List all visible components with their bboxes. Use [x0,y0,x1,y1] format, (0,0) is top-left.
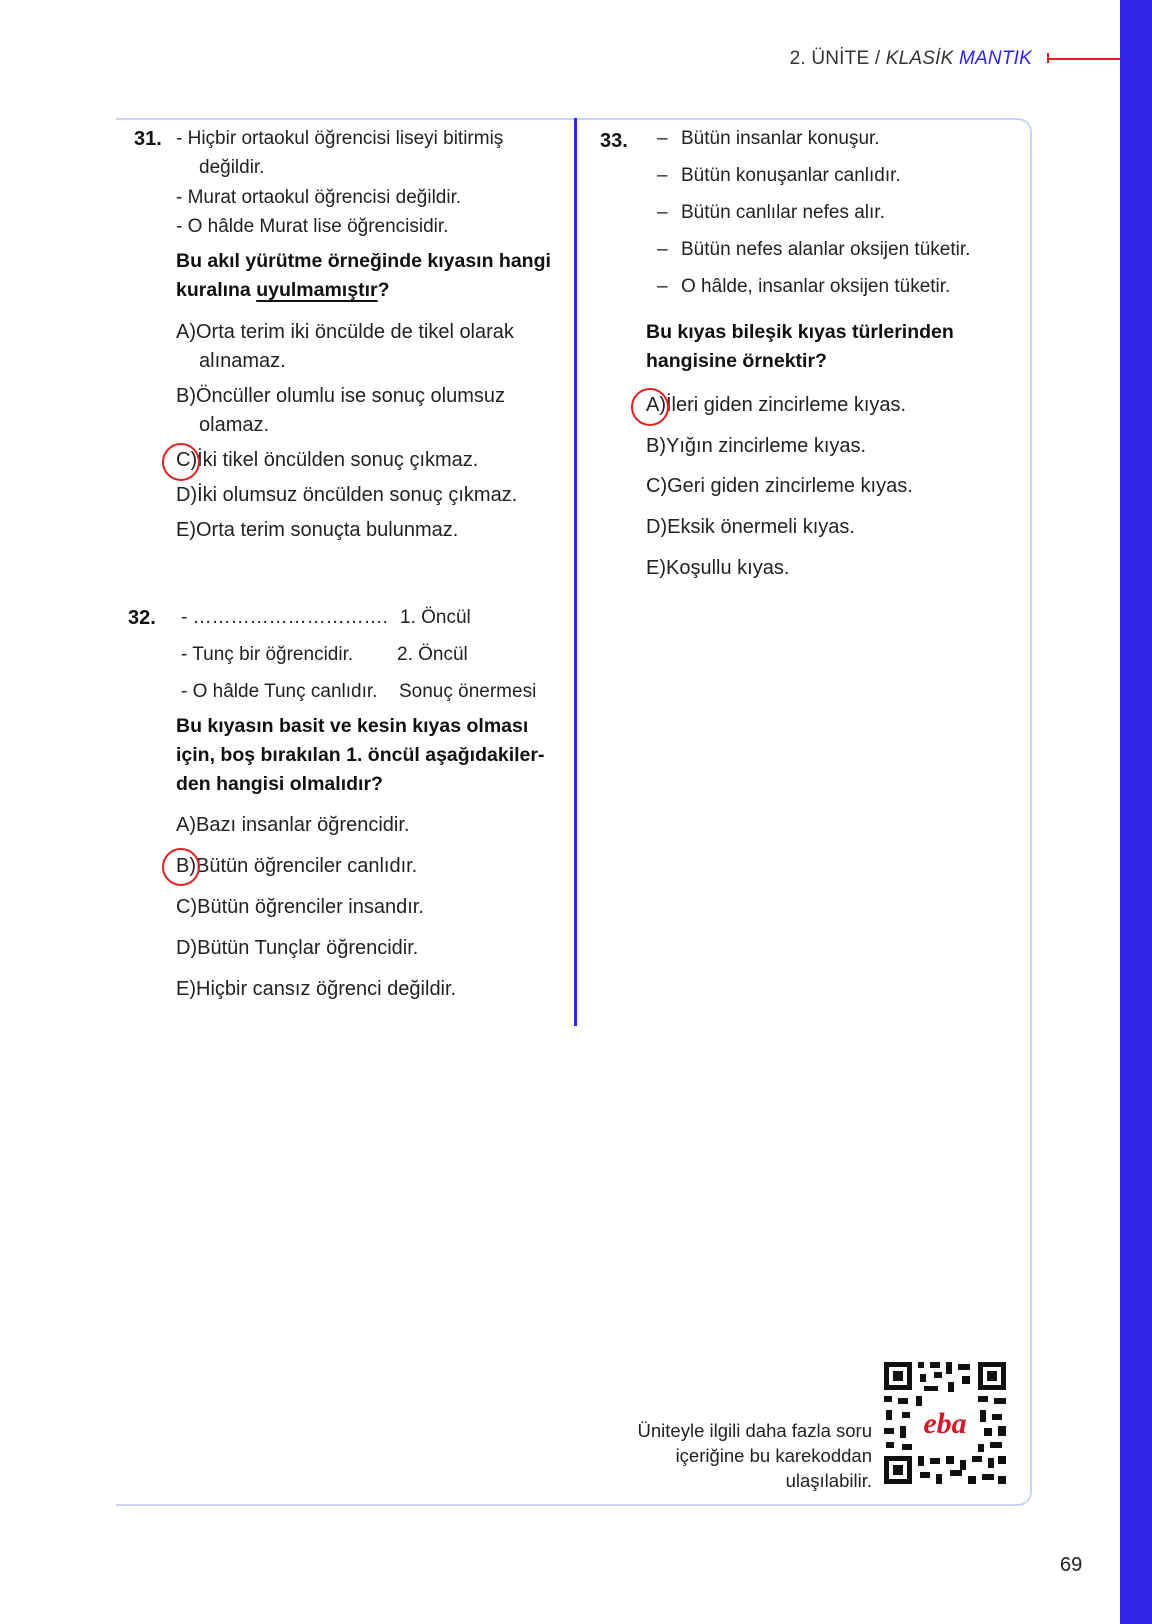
q33-dash-3: – [657,202,668,223]
q31-number: 31. [134,128,162,150]
q33-option-c[interactable] [646,475,913,498]
header-red-line [1048,58,1120,60]
q32-option-a[interactable] [176,814,409,837]
q33-premise-2: Bütün konuşanlar canlıdır. [681,165,901,186]
qr-code-icon[interactable] [880,1358,1010,1488]
q32-option-e-text: Hiçbir cansız öğrenci değildir. [196,978,457,1000]
q31-option-a-text: Orta terim iki öncülde de tikel olarak [196,321,514,343]
q31-question-line1: Bu akıl yürütme örneğinde kıyasın hangi [176,250,551,272]
q31-option-c-key: C) [176,449,198,471]
q32-option-e-key: E) [176,978,196,1000]
unit-klasik: KLASİK [885,48,954,69]
q31-option-c-text: İki tikel öncülden sonuç çıkmaz. [197,449,479,471]
page-number: 69 [1060,1554,1083,1576]
q33-option-c-key: C) [646,475,668,497]
q31-option-e-text: Orta terim sonuçta bulunmaz. [196,519,459,541]
q33-premise-3: Bütün canlılar nefes alır. [681,202,885,223]
q32-number: 32. [128,607,156,629]
q31-option-d-text: İki olumsuz öncülden sonuç çıkmaz. [197,484,518,506]
q32-option-b[interactable] [176,855,417,878]
qr-caption [638,1418,872,1493]
q31-option-b-key: B) [176,385,196,407]
q33-question-line1: Bu kıyas bileşik kıyas türlerinden [646,321,954,343]
side-color-bar [1120,0,1152,1624]
q32-option-b-key: B) [176,855,196,877]
q31-option-a-key: A) [176,321,196,343]
qr-caption-line1: Üniteyle ilgili daha fazla soru [637,1420,872,1441]
q32-option-a-text: Bazı insanlar öğrencidir. [196,814,410,836]
q31-option-e[interactable] [176,519,458,542]
q31-option-a[interactable] [176,321,514,344]
qr-caption-line2: içeriğine bu karekoddan [675,1445,872,1466]
q33-option-d-key: D) [646,516,668,538]
q31-premise-1: - Hiçbir ortaokul öğrencisi liseyi bitirmiş [176,128,504,149]
q32-row-3-right: Sonuç önermesi [399,681,537,702]
q31-answer-circle [162,443,200,481]
q32-option-c[interactable] [176,896,424,919]
q31-option-b-text: Öncüller olumlu ise sonuç olumsuz [196,385,506,407]
q31-premise-3: - O hâlde Murat lise öğrencisidir. [176,216,449,237]
q33-option-e[interactable] [646,557,789,580]
q31-question-line2 [176,276,566,305]
q33-question [646,318,1026,376]
unit-header [790,48,1032,70]
eba-logo: eba [923,1407,967,1440]
q31-question [176,247,566,305]
q33-option-a-key: A) [646,394,666,416]
q32-row-2-right: 2. Öncül [397,644,468,665]
q31-option-d-key: D) [176,484,198,506]
q32-option-d-text: Bütün Tunçlar öğrencidir. [197,937,419,959]
q33-option-b-text: Yığın zincirleme kıyas. [666,435,867,457]
q31-premise-2: - Murat ortaokul öğrencisi değildir. [176,187,462,208]
q31-option-d[interactable] [176,484,517,507]
q32-option-d-key: D) [176,937,198,959]
header-red-tick [1047,53,1049,63]
q33-option-b-key: B) [646,435,666,457]
unit-mantik: MANTIK [959,48,1032,69]
q31-question-mark: ? [377,279,390,301]
qr-caption-line3: ulaşılabilir. [785,1470,872,1491]
q31-question-lead: kuralına [176,279,257,301]
q33-option-d-text: Eksik önermeli kıyas. [667,516,855,538]
q33-dash-1: – [657,128,668,149]
q32-option-c-text: Bütün öğrenciler insandır. [197,896,424,918]
unit-prefix: 2. ÜNİTE / [789,48,886,69]
q31-option-b-cont: olamaz. [199,414,270,436]
q31-question-underlined: uyulmamıştır [256,279,378,301]
q33-question-line2: hangisine örnektir? [646,350,827,372]
q31-option-b[interactable] [176,385,505,408]
q32-row-1-right: 1. Öncül [400,607,471,628]
q33-premise-4: Bütün nefes alanlar oksijen tüketir. [681,239,971,260]
q32-row-1-left: - …………………………. [181,607,388,628]
q32-question [176,712,556,799]
q32-option-a-key: A) [176,814,196,836]
q32-question-line1: Bu kıyasın basit ve kesin kıyas olması [176,715,529,737]
q33-dash-5: – [657,276,668,297]
q33-premise-5: O hâlde, insanlar oksijen tüketir. [681,276,951,297]
q33-premise-1: Bütün insanlar konuşur. [681,128,880,149]
q33-option-a-text: İleri giden zincirleme kıyas. [666,394,907,416]
q32-question-line2: için, boş bırakılan 1. öncül aşağıdakiler- [176,744,545,766]
q32-answer-circle [162,848,200,886]
frame-top-border [116,118,576,120]
q33-option-e-text: Koşullu kıyas. [666,557,790,579]
q32-option-b-text: Bütün öğrenciler canlıdır. [196,855,418,877]
q33-answer-circle [631,388,669,426]
q32-option-c-key: C) [176,896,198,918]
q32-row-3-left: - O hâlde Tunç canlıdır. [181,681,378,702]
q33-dash-2: – [657,165,668,186]
q33-option-e-key: E) [646,557,666,579]
q32-option-e[interactable] [176,978,456,1001]
q32-question-line3: den hangisi olmalıdır? [176,773,383,795]
column-divider [574,118,577,1026]
q33-option-d[interactable] [646,516,855,539]
q33-option-c-text: Geri giden zincirleme kıyas. [667,475,913,497]
q33-option-b[interactable] [646,435,866,458]
q33-dash-4: – [657,239,668,260]
q31-premise-1-cont: değildir. [199,157,265,178]
q32-row-2-left: - Tunç bir öğrencidir. [181,644,354,665]
q32-option-d[interactable] [176,937,418,960]
q31-option-c[interactable] [176,449,478,472]
q31-option-a-cont: alınamaz. [199,350,286,372]
q31-option-e-key: E) [176,519,196,541]
q33-option-a[interactable] [646,394,906,417]
q33-number: 33. [600,130,628,152]
